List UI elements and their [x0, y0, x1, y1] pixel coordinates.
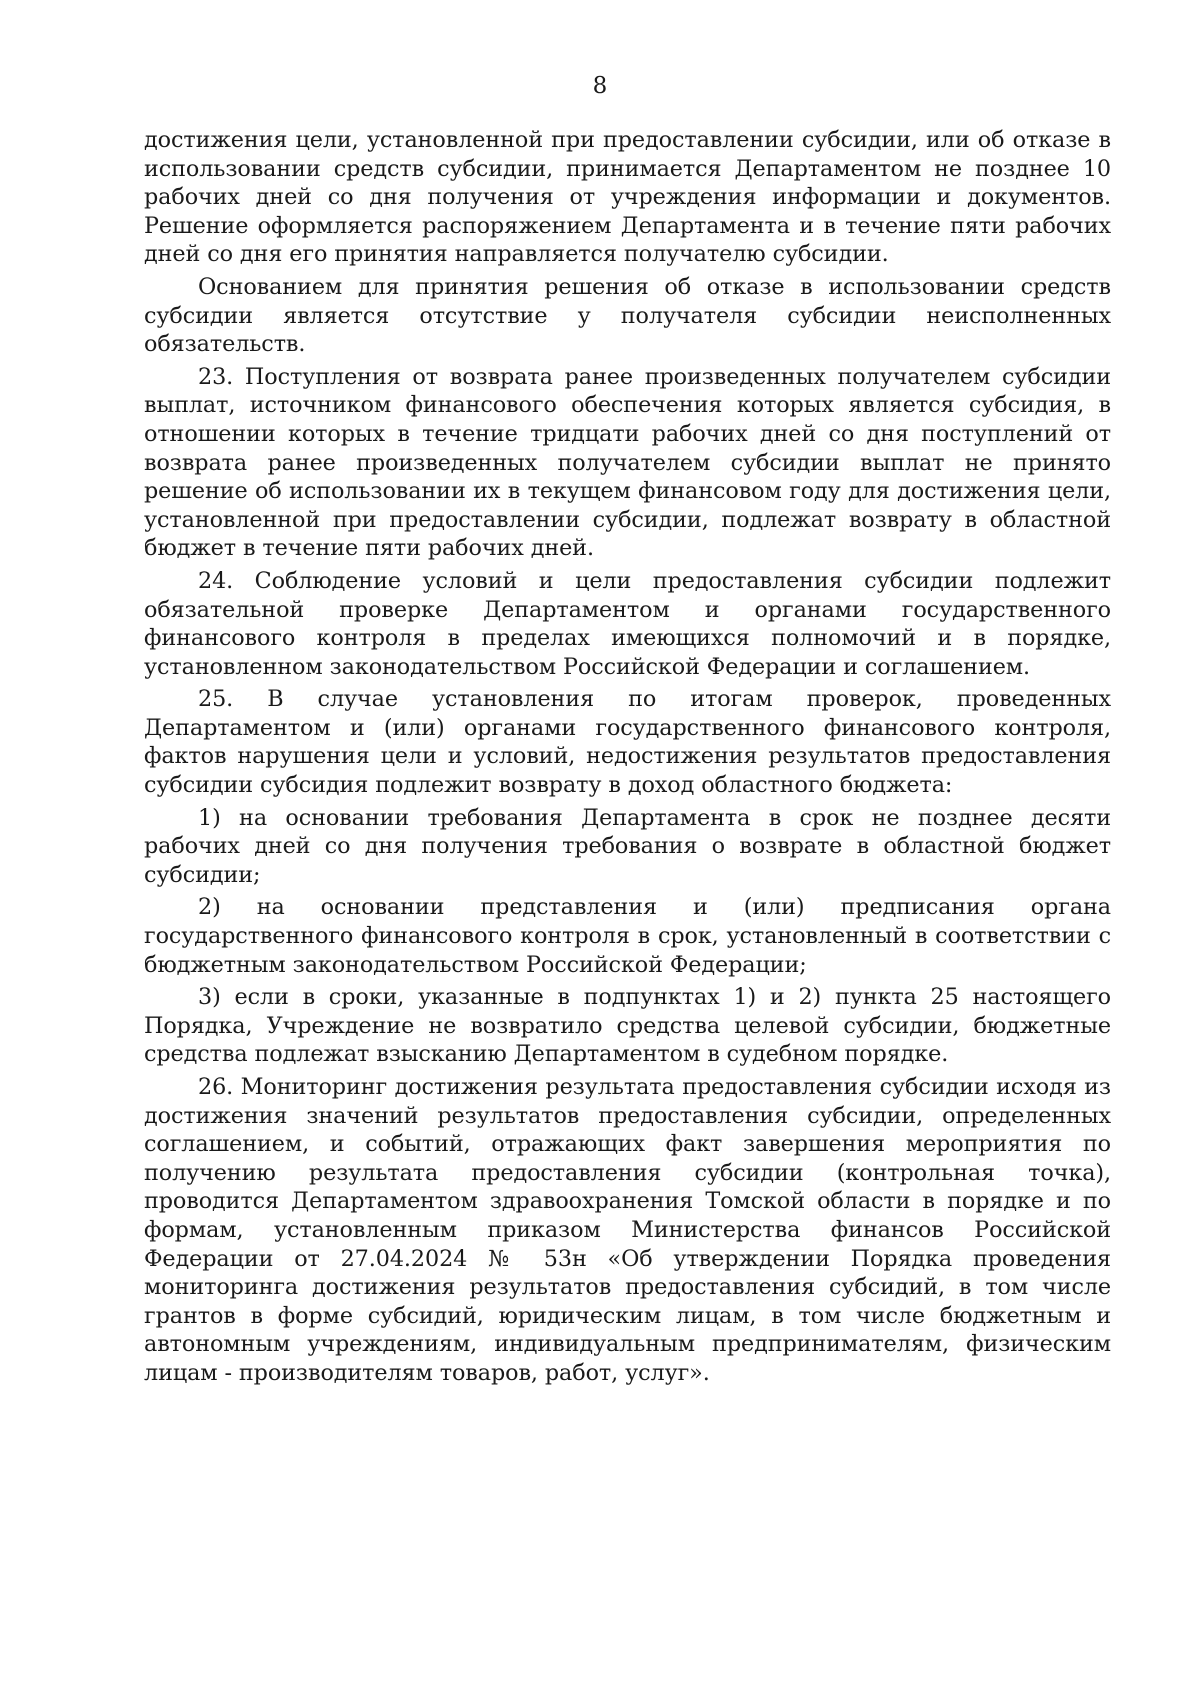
subparagraph-25-3: 3) если в сроки, указанные в подпунктах 1) и 2) пункта 25 настоящего Порядка, Учреждение не возвратило средства целевой субсидии, бюджетные средства подлежат взысканию Департаментом в судебном порядке. [144, 984, 1111, 1068]
paragraph-26: 26. Мониторинг достижения результата предоставления субсидии исходя из достижения значений результатов предоставления субсидии, определенных соглашением, и событий, отражающих факт завершения мероприятия по получению результата предоставления субсидии (контрольная точка), проводится Департаментом здравоохранения Томской области в порядке и по формам, установленным приказом Министерства финансов Российской Федерации от 27.04.2024 № 53н «Об утверждении Порядка проведения мониторинга достижения результатов предоставления субсидий, в том числе грантов в форме субсидий, юридическим лицам, в том числе бюджетным и автономным учреждениям, индивидуальным предпринимателям, физическим лицам - производителям товаров, работ, услуг». [144, 1074, 1111, 1386]
document-body [144, 126, 1111, 1392]
paragraph-refusal-basis: Основанием для принятия решения об отказе в использовании средств субсидии является отсутствие у получателя субсидии неисполненных обязательств. [144, 273, 1111, 358]
subparagraph-25-1: 1) на основании требования Департамента в срок не позднее десяти рабочих дней со дня получения требования о возврате в областной бюджет субсидии; [144, 804, 1111, 888]
paragraph-25: 25. В случае установления по итогам проверок, проведенных Департаментом и (или) органами государственного финансового контроля, фактов нарушения цели и условий, недостижения результатов предоставления субсидии субсидия подлежит возврату в доход областного бюджета: [144, 686, 1111, 799]
paragraph-24: 24. Соблюдение условий и цели предоставления субсидии подлежит обязательной проверке Департаментом и органами государственного финансового контроля в пределах имеющихся полномочий и в порядке, установленном законодательством Российской Федерации и соглашением. [144, 567, 1111, 680]
paragraph-continuation: достижения цели, установленной при предоставлении субсидии, или об отказе в использовании средств субсидии, принимается Департаментом не позднее 10 рабочих дней со дня получения от учреждения информации и документов. Решение оформляется распоряжением Департамента и в течение пяти рабочих дней со дня его принятия направляется получателю субсидии. [144, 127, 1111, 268]
subparagraph-25-2: 2) на основании представления и (или) предписания органа государственного финансового контроля в срок, установленный в соответствии с бюджетным законодательством Российской Федерации; [144, 894, 1111, 978]
page-number: 8 [592, 73, 608, 99]
paragraph-23: 23. Поступления от возврата ранее произведенных получателем субсидии выплат, источником финансового обеспечения которых является субсидия, в отношении которых в течение тридцати рабочих дней со дня поступлений от возврата ранее произведенных получателем субсидии выплат не принято решение об использовании их в текущем финансовом году для достижения цели, установленной при предоставлении субсидии, подлежат возврату в областной бюджет в течение пяти рабочих дней. [144, 363, 1111, 562]
